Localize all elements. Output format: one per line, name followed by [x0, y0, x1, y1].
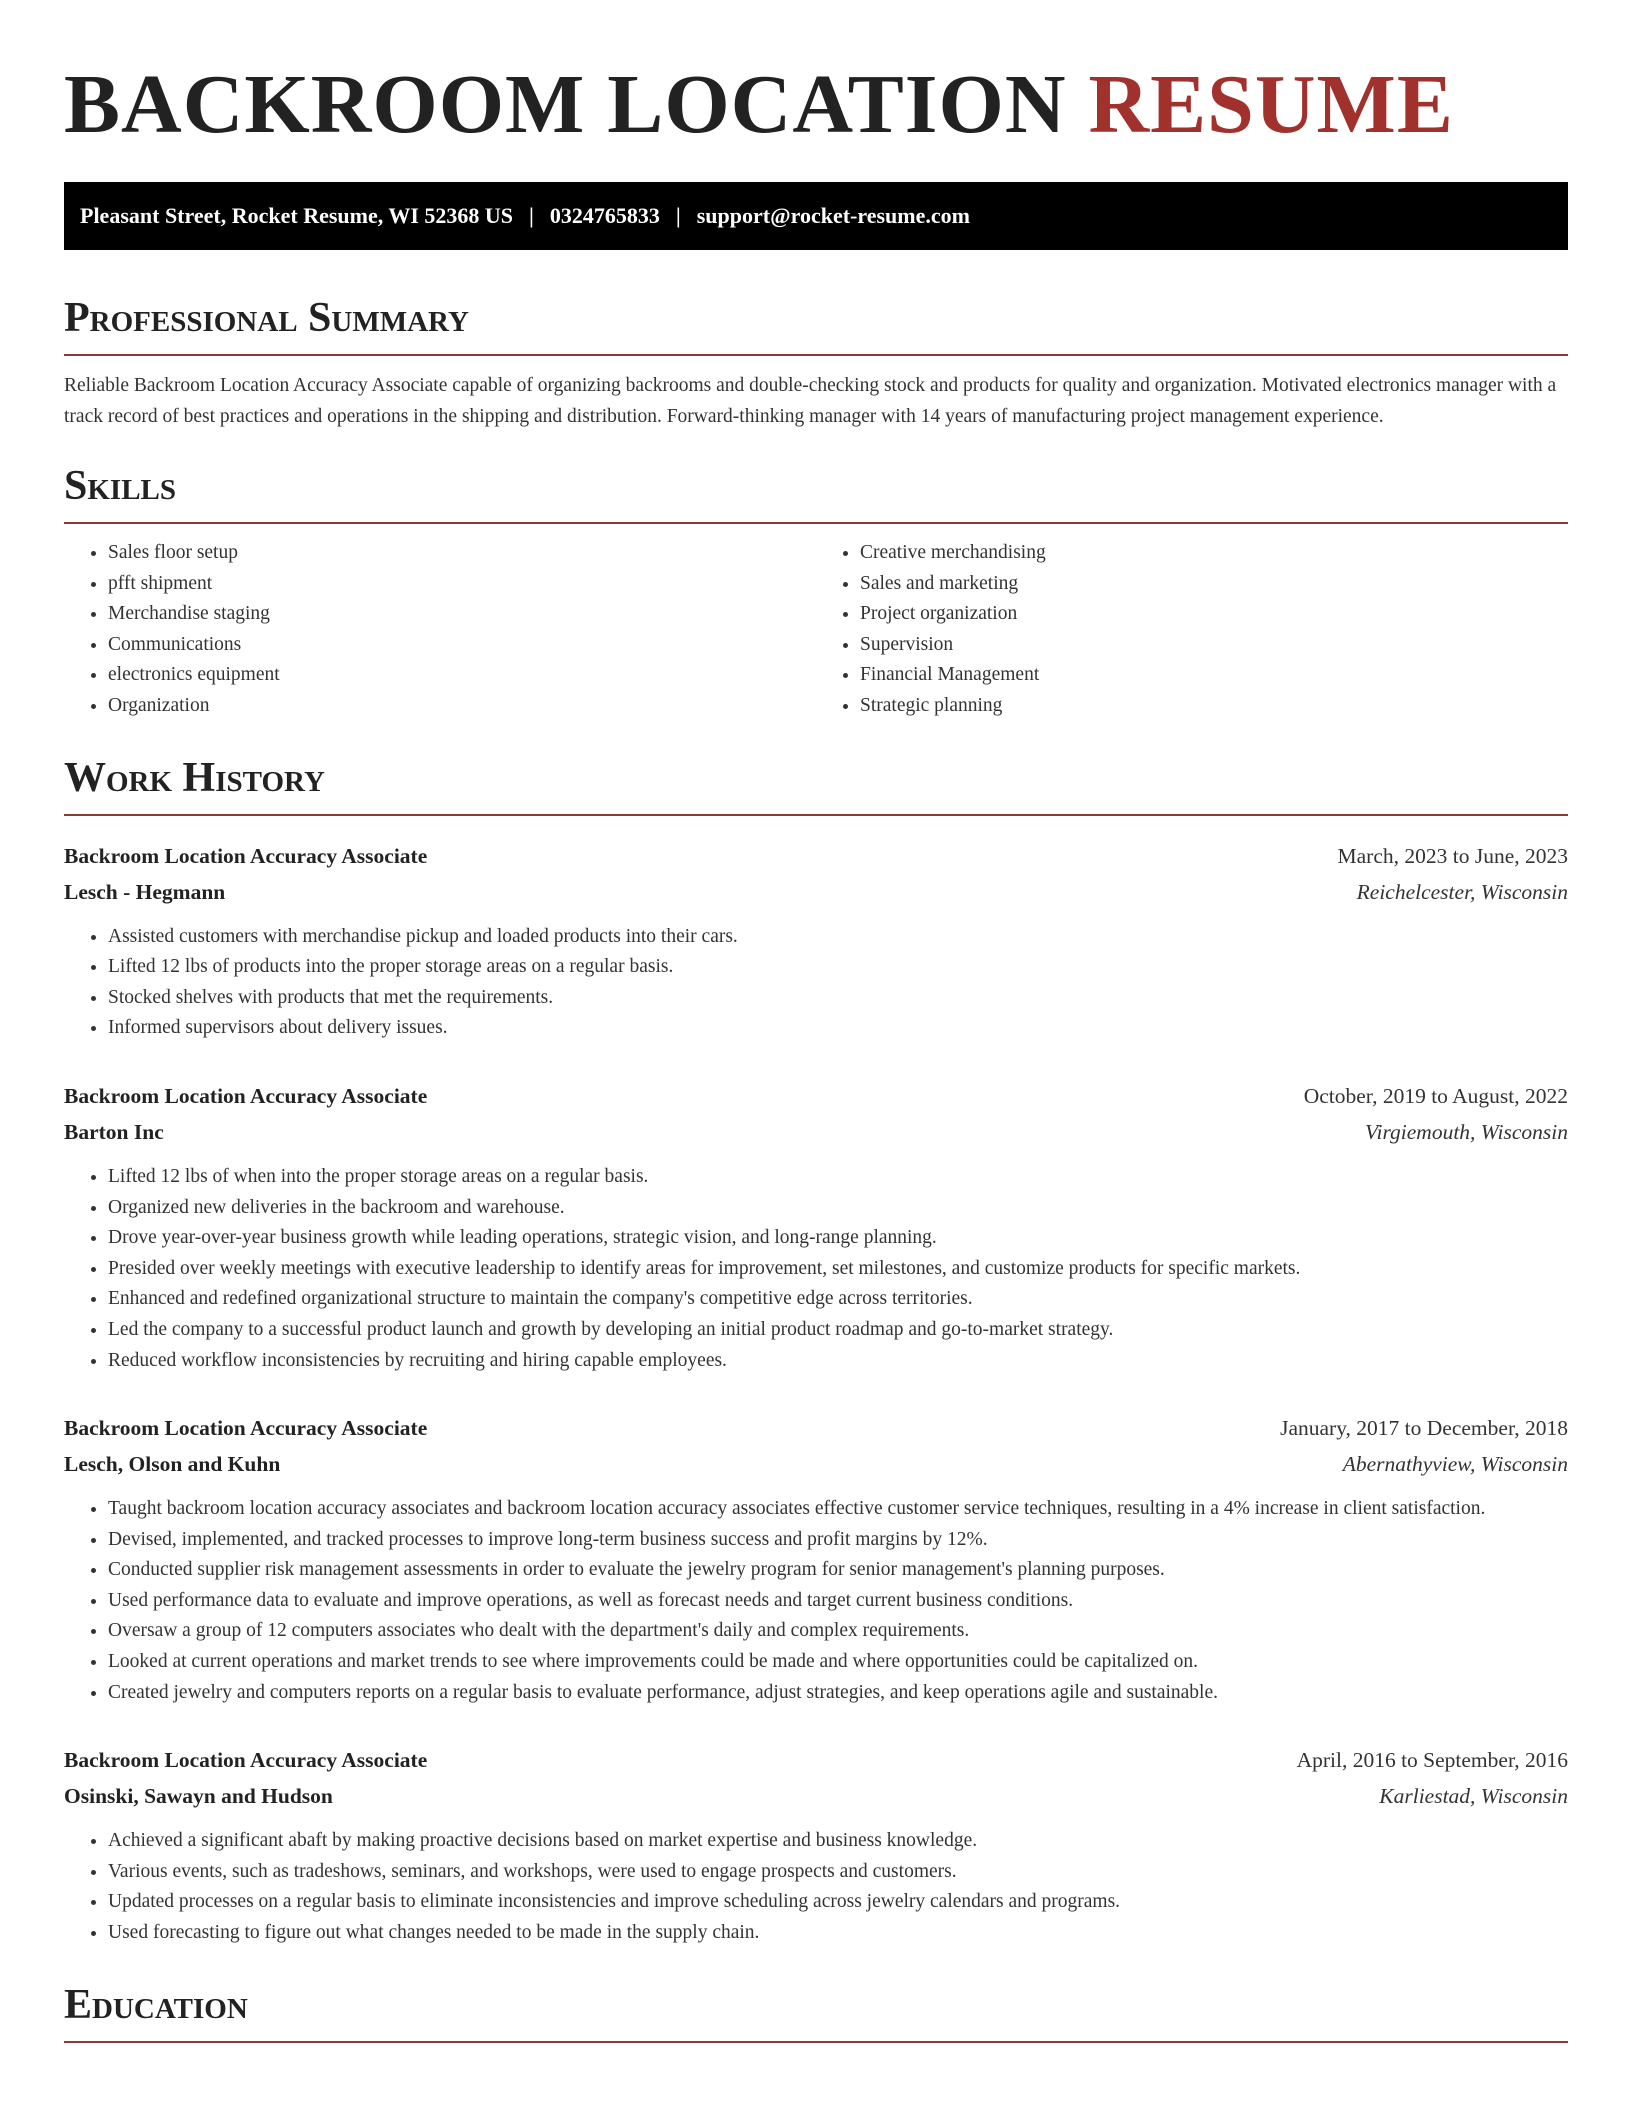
skill-item: • Creative merchandising: [860, 538, 1568, 569]
skills-column-left: [64, 538, 816, 722]
education-heading: Education: [64, 1979, 1568, 2043]
job-header-row: [64, 1742, 1568, 1778]
job-title: Backroom Location Accuracy Associate: [64, 1748, 428, 1773]
work-history-heading: Work History: [64, 752, 1568, 816]
job-bullet: • Stocked shelves with products that met the requirements.: [108, 983, 1568, 1014]
skill-item: • Project organization: [860, 599, 1568, 630]
job-bullets: [64, 1494, 1568, 1708]
job-dates: January, 2017 to December, 2018: [1280, 1416, 1568, 1441]
job-header-row: [64, 838, 1568, 874]
job-entry: [64, 1742, 1568, 1948]
resume-name: [64, 0, 1568, 160]
job-location: Reichelcester, Wisconsin: [1356, 879, 1568, 904]
contact-separator: |: [529, 203, 534, 228]
job-dates: April, 2016 to September, 2016: [1296, 1748, 1568, 1773]
skill-item: • Merchandise staging: [108, 599, 816, 630]
job-dates: October, 2019 to August, 2022: [1303, 1083, 1568, 1108]
summary-heading: Professional Summary: [64, 292, 1568, 356]
job-company: Barton Inc: [64, 1119, 164, 1144]
skill-item: • Sales floor setup: [108, 538, 816, 569]
job-bullet: • Enhanced and redefined organizational structure to maintain the company's competitive edge across territories.: [108, 1284, 1568, 1315]
job-location: Abernathyview, Wisconsin: [1342, 1452, 1568, 1477]
resume-page: [64, 0, 1568, 2043]
skill-item: • electronics equipment: [108, 660, 816, 691]
skill-item: • Communications: [108, 630, 816, 661]
contact-email: support@rocket-resume.com: [696, 203, 970, 228]
job-entry: [64, 838, 1568, 1044]
job-bullet: • Oversaw a group of 12 computers associates who dealt with the department's daily and complex requirements.: [108, 1616, 1568, 1647]
job-bullet: • Presided over weekly meetings with executive leadership to identify areas for improvement, set milestones, and customize products for specific markets.: [108, 1254, 1568, 1285]
job-bullet: • Drove year-over-year business growth while leading operations, strategic vision, and long-range planning.: [108, 1223, 1568, 1254]
job-location: Virgiemouth, Wisconsin: [1364, 1119, 1568, 1144]
job-bullet: • Organized new deliveries in the backroom and warehouse.: [108, 1193, 1568, 1224]
skills-list: [64, 538, 1568, 722]
job-bullet: • Used forecasting to figure out what changes needed to be made in the supply chain.: [108, 1918, 1568, 1949]
job-bullet: • Conducted supplier risk management assessments in order to evaluate the jewelry program for senior management's planning purposes.: [108, 1555, 1568, 1586]
summary-text: Reliable Backroom Location Accuracy Associate capable of organizing backrooms and double-checking stock and products for quality and organization. Motivated electronics manager with a track record of best practices and operations in the shipping and distribution. Forward-thinking manager with 14 years of manufacturing project management experience.: [64, 375, 1557, 427]
job-title: Backroom Location Accuracy Associate: [64, 843, 428, 868]
job-company: Lesch - Hegmann: [64, 879, 226, 904]
job-bullet: • Informed supervisors about delivery issues.: [108, 1013, 1568, 1044]
job-location: Karliestad, Wisconsin: [1379, 1784, 1568, 1809]
job-company: Lesch, Olson and Kuhn: [64, 1452, 281, 1477]
job-bullet: • Created jewelry and computers reports on a regular basis to evaluate performance, adjust strategies, and keep operations agile and sustainable.: [108, 1678, 1568, 1709]
job-company: Osinski, Sawayn and Hudson: [64, 1784, 333, 1809]
job-bullet: • Assisted customers with merchandise pickup and loaded products into their cars.: [108, 922, 1568, 953]
job-bullet: • Updated processes on a regular basis to eliminate inconsistencies and improve scheduling across jewelry calendars and programs.: [108, 1887, 1568, 1918]
job-bullet: • Devised, implemented, and tracked processes to improve long-term business success and profit margins by 12%.: [108, 1525, 1568, 1556]
job-bullets: [64, 1826, 1568, 1948]
skill-item: • Financial Management: [860, 660, 1568, 691]
job-bullet: • Achieved a significant abaft by making proactive decisions based on market expertise and business knowledge.: [108, 1826, 1568, 1857]
job-bullet: • Used performance data to evaluate and improve operations, as well as forecast needs and target current business conditions.: [108, 1586, 1568, 1617]
contact-separator: |: [675, 203, 681, 228]
job-bullets: [64, 1162, 1568, 1376]
job-dates: March, 2023 to June, 2023: [1337, 843, 1568, 868]
job-title: Backroom Location Accuracy Associate: [64, 1416, 428, 1441]
job-entry: [64, 1078, 1568, 1376]
job-bullet: • Looked at current operations and market trends to see where improvements could be made and where opportunities could be capitalized on.: [108, 1647, 1568, 1678]
name-main: BACKROOM LOCATION: [64, 58, 1067, 151]
skills-heading: Skills: [64, 460, 1568, 524]
skill-item: • Strategic planning: [860, 691, 1568, 722]
job-bullet: • Reduced workflow inconsistencies by recruiting and hiring capable employees.: [108, 1346, 1568, 1377]
job-bullet: • Lifted 12 lbs of products into the proper storage areas on a regular basis.: [108, 952, 1568, 983]
job-header-row: [64, 1410, 1568, 1446]
contact-address: Pleasant Street, Rocket Resume, WI 52368 US: [80, 203, 514, 228]
contact-bar: [64, 182, 1568, 250]
job-employer-row: [64, 874, 1568, 910]
skill-item: • Organization: [108, 691, 816, 722]
job-bullet: • Lifted 12 lbs of when into the proper storage areas on a regular basis.: [108, 1162, 1568, 1193]
skill-item: • Sales and marketing: [860, 569, 1568, 600]
skill-item: • Supervision: [860, 630, 1568, 661]
contact-phone: 0324765833: [549, 203, 660, 228]
job-entry: [64, 1410, 1568, 1708]
job-employer-row: [64, 1446, 1568, 1482]
job-header-row: [64, 1078, 1568, 1114]
job-bullet: • Various events, such as tradeshows, seminars, and workshops, were used to engage prospects and customers.: [108, 1857, 1568, 1888]
name-accent: RESUME: [1088, 58, 1454, 151]
job-employer-row: [64, 1114, 1568, 1150]
job-title: Backroom Location Accuracy Associate: [64, 1083, 428, 1108]
job-bullet: • Taught backroom location accuracy associates and backroom location accuracy associates effective customer service techniques, resulting in a 4% increase in client satisfaction.: [108, 1494, 1568, 1525]
job-bullet: • Led the company to a successful product launch and growth by developing an initial product roadmap and go-to-market strategy.: [108, 1315, 1568, 1346]
skill-item: • pfft shipment: [108, 569, 816, 600]
job-employer-row: [64, 1778, 1568, 1814]
job-bullets: [64, 922, 1568, 1044]
skills-column-right: [816, 538, 1568, 722]
